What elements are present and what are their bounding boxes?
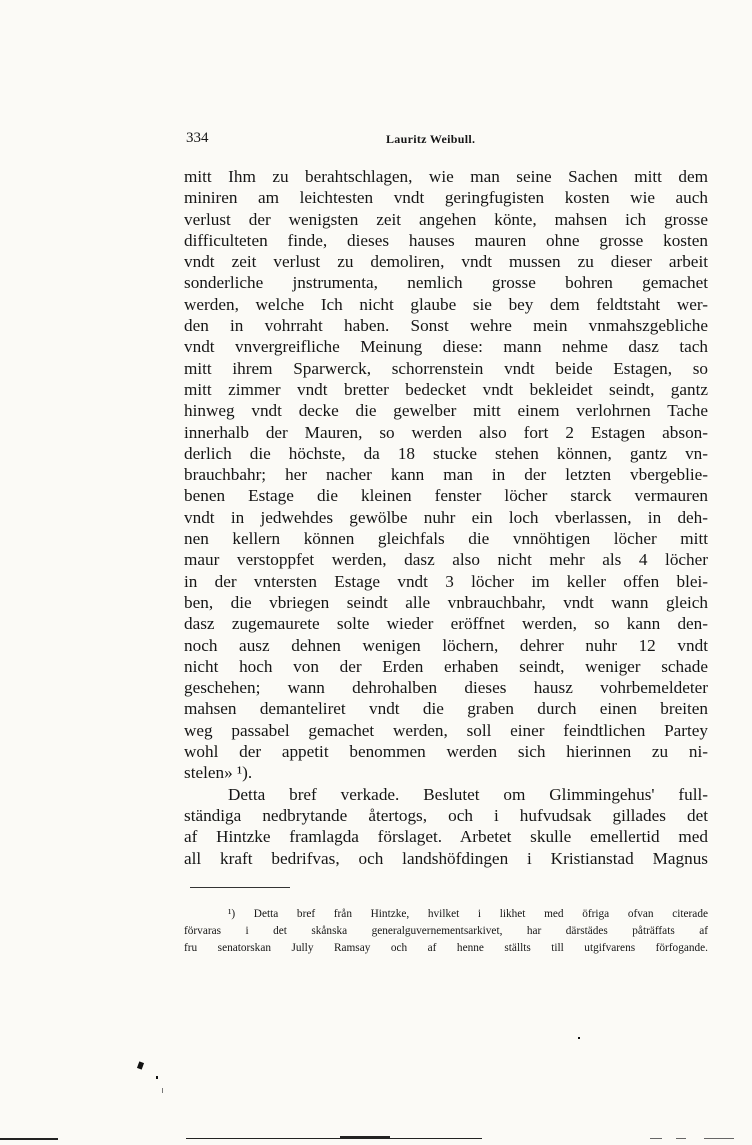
text-line: hinweg vndt decke die gewelber mitt einem verlohrnen Tache bbox=[184, 401, 708, 421]
footnote-line: ¹) Detta bref från Hintzke, hvilket i likhet med öfriga ofvan citerade bbox=[228, 908, 708, 920]
text-line: mitt zimmer vndt bretter bedecket vndt bekleidet seindt, gantz bbox=[184, 379, 708, 399]
text-line: innerhalb der Mauren, so werden also fort 2 Estagen abson- bbox=[184, 422, 708, 442]
text-line: vndt zeit verlust zu demoliren, vndt mussen zu dieser arbeit bbox=[184, 252, 708, 272]
scan-speck bbox=[137, 1061, 144, 1069]
text-line: weg passabel gemachet werden, soll einer feindtlichen Partey bbox=[184, 720, 708, 740]
text-line: vndt vnvergreifliche Meinung diese: mann nehme dasz tach bbox=[184, 337, 708, 357]
text-line: nicht hoch von der Erden erhaben seindt, weniger schade bbox=[184, 656, 708, 676]
text-line: ständiga nedbrytande återtogs, och i hufvudsak gillades det bbox=[184, 805, 708, 825]
text-line: werden, welche Ich nicht glaube sie bey dem feldtstaht wer- bbox=[184, 294, 708, 314]
text-line: verlust der wenigsten zeit angehen könte, mahsen ich grosse bbox=[184, 209, 708, 229]
text-line: dasz zugemaurete solte wieder eröffnet werden, so kann den- bbox=[184, 614, 708, 634]
text-line: geschehen; wann dehrohalben dieses hausz vohrbemeldeter bbox=[184, 678, 708, 698]
text-line: mitt Ihm zu berahtschlagen, wie man seine Sachen mitt dem bbox=[184, 167, 708, 186]
footnote-line: fru senatorskan Jully Ramsay och af henne ställts till utgifvarens förfogande. bbox=[184, 942, 708, 955]
scan-edge-line bbox=[650, 1138, 662, 1139]
text-line: nen kellern können gleichfals die vnnöhtigen löcher mitt bbox=[184, 529, 708, 549]
scan-speck bbox=[156, 1076, 158, 1079]
text-line: mahsen demanteliret vndt die graben durch einen breiten bbox=[184, 699, 708, 719]
scan-edge-line bbox=[676, 1138, 686, 1139]
text-line: maur verstoppfet werden, dasz also nicht mehr als 4 löcher bbox=[184, 550, 708, 570]
text-line: mitt ihrem Sparwerck, schorrenstein vndt beide Estagen, so bbox=[184, 358, 708, 378]
text-line: all kraft bedrifvas, och landshöfdingen i Kristianstad Magnus bbox=[184, 848, 708, 868]
text-line: stelen» ¹). bbox=[184, 763, 253, 783]
text-line: difficulteten finde, dieses hauses mauren ohne grosse kosten bbox=[184, 230, 708, 250]
text-line: in der vntersten Estage vndt 3 löcher im keller offen blei- bbox=[184, 571, 708, 591]
text-line: miniren am leichtesten vndt geringfugisten kosten wie auch bbox=[184, 188, 708, 208]
scan-speck bbox=[162, 1088, 163, 1093]
footnote-divider bbox=[190, 887, 290, 888]
text-line: den in vohrraht haben. Sonst wehre mein vnmahszgebliche bbox=[184, 316, 708, 336]
text-line: vndt in jedwehdes gewölbe nuhr ein loch vberlassen, in deh- bbox=[184, 507, 708, 527]
scan-edge-line bbox=[0, 1138, 58, 1140]
scan-edge-line bbox=[704, 1138, 734, 1139]
footnotes bbox=[184, 906, 708, 958]
text-line: ben, die vbriegen seindt alle vnbrauchbahr, vndt wann gleich bbox=[184, 592, 708, 612]
page-number: 334 bbox=[186, 130, 209, 146]
page-header bbox=[186, 130, 706, 152]
text-line: wohl der appetit benommen werden sich hierinnen zu ni- bbox=[184, 742, 708, 762]
text-line: benen Estage die kleinen fenster löcher starck vermauren bbox=[184, 486, 708, 506]
body-text bbox=[184, 166, 708, 869]
paragraph-start-line: Detta bref verkade. Beslutet om Glimmingehus' full- bbox=[228, 784, 708, 804]
footnote-line: förvaras i det skånska generalguvernementsarkivet, har därstädes påträffats af bbox=[184, 925, 708, 938]
running-head: Lauritz Weibull. bbox=[386, 132, 476, 146]
scan-speck bbox=[578, 1037, 580, 1039]
text-line: af Hintzke framlagda förslaget. Arbetet skulle emellertid med bbox=[184, 827, 708, 847]
text-line: sonderliche jnstrumenta, nemlich grosse bohren gemachet bbox=[184, 273, 708, 293]
scan-edge-line bbox=[340, 1136, 390, 1139]
text-line: noch ausz dehnen wenigen löchern, dehrer nuhr 12 vndt bbox=[184, 635, 708, 655]
text-line: derlich die höchste, da 18 stucke stehen können, gantz vn- bbox=[184, 443, 708, 463]
text-line: brauchbahr; her nacher kann man in der letzten vbergeblie- bbox=[184, 465, 708, 485]
scan-edge-line bbox=[186, 1138, 482, 1139]
